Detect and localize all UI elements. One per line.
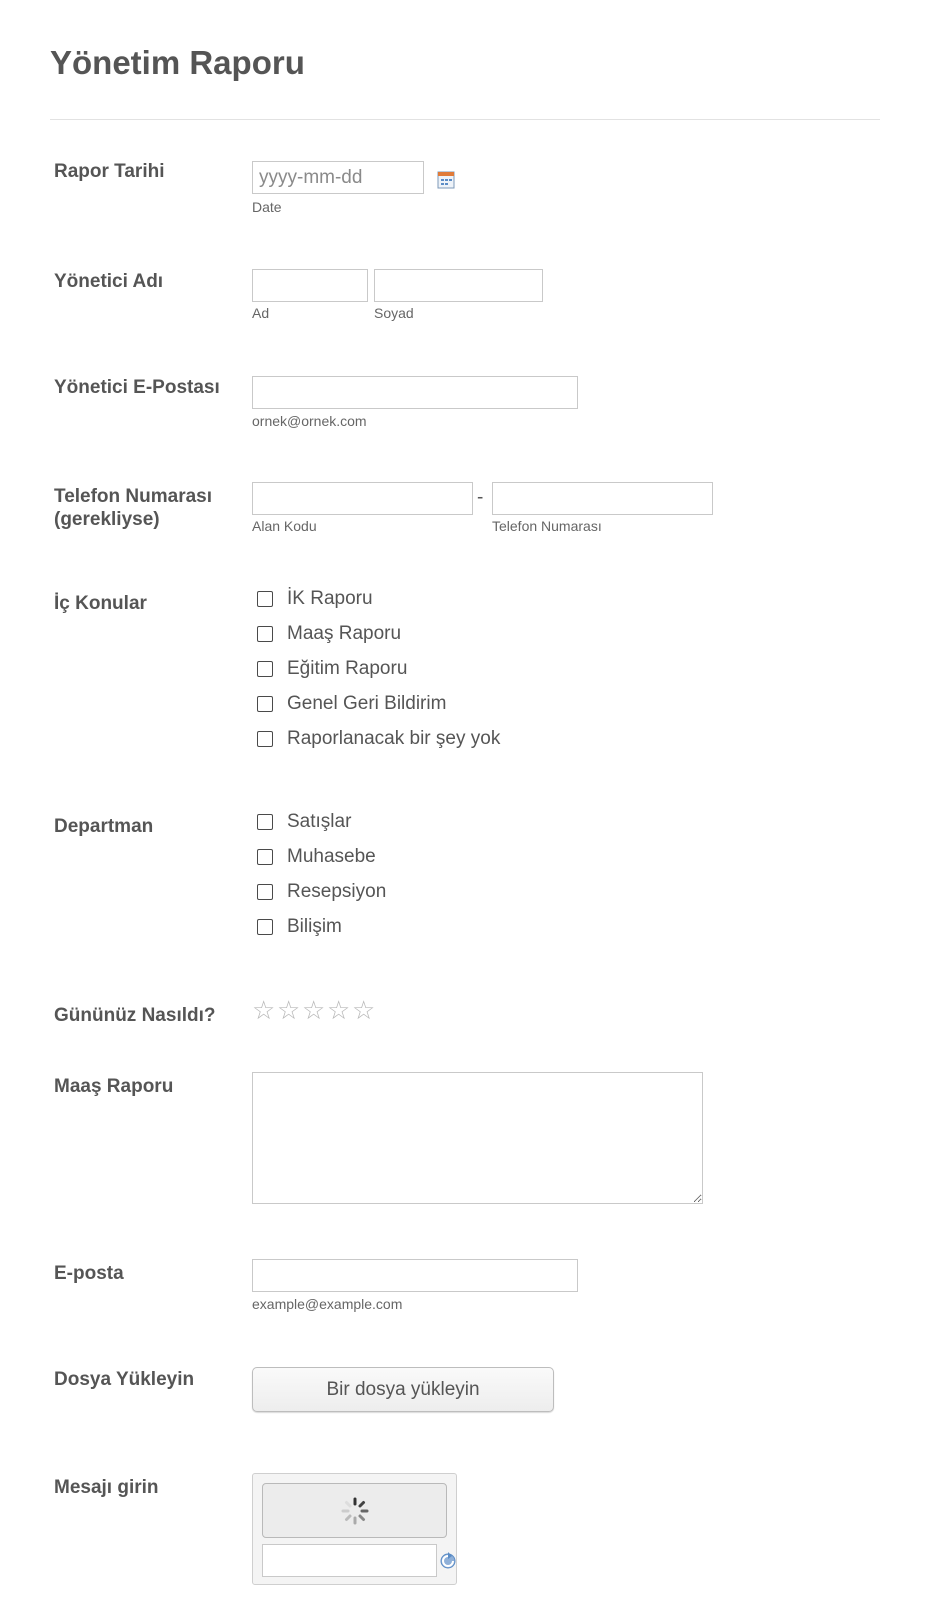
calendar-icon[interactable] [437, 171, 455, 189]
manager-first-name-input[interactable] [252, 269, 368, 302]
phone-number-sublabel: Telefon Numarası [492, 518, 602, 534]
checkbox[interactable] [257, 591, 273, 607]
manager-name-label: Yönetici Adı [54, 271, 164, 292]
star-icon[interactable]: ☆ [252, 995, 276, 1025]
internal-topics-label: İç Konular [54, 593, 147, 614]
phone-area-code-input[interactable] [252, 482, 473, 515]
title-divider [50, 119, 880, 120]
department-label: Departman [54, 816, 154, 837]
checkbox[interactable] [257, 626, 273, 642]
salary-report-label: Maaş Raporu [54, 1076, 174, 1097]
phone-label: Telefon Numarası (gerekliyse) [54, 486, 213, 530]
internal-topic-option[interactable]: Raporlanacak bir şey yok [257, 727, 500, 751]
captcha-input[interactable] [262, 1544, 437, 1577]
star-icon[interactable]: ☆ [277, 995, 301, 1025]
checkbox[interactable] [257, 919, 273, 935]
report-date-sublabel: Date [252, 199, 282, 215]
checkbox[interactable] [257, 814, 273, 830]
form-title: Yönetim Raporu [50, 44, 305, 81]
department-option[interactable]: Resepsiyon [257, 880, 386, 904]
department-option[interactable]: Muhasebe [257, 845, 376, 869]
checkbox[interactable] [257, 884, 273, 900]
checkbox[interactable] [257, 849, 273, 865]
report-date-label: Rapor Tarihi [54, 161, 165, 182]
file-upload-button[interactable]: Bir dosya yükleyin [252, 1367, 554, 1412]
day-rating-label: Gününüz Nasıldı? [54, 1005, 216, 1026]
star-icon[interactable]: ☆ [302, 995, 326, 1025]
captcha-label: Mesajı girin [54, 1477, 159, 1498]
internal-topic-option[interactable]: Genel Geri Bildirim [257, 692, 446, 716]
manager-last-name-input[interactable] [374, 269, 543, 302]
department-option[interactable]: Satışlar [257, 810, 351, 834]
file-upload-label: Dosya Yükleyin [54, 1369, 195, 1390]
star-icon[interactable]: ☆ [352, 995, 376, 1025]
checkbox[interactable] [257, 731, 273, 747]
email-label: E-posta [54, 1263, 124, 1284]
internal-topic-option[interactable]: İK Raporu [257, 587, 373, 611]
salary-report-textarea[interactable] [252, 1072, 703, 1204]
star-icon[interactable]: ☆ [327, 995, 351, 1025]
internal-topic-option[interactable]: Eğitim Raporu [257, 657, 407, 681]
captcha-widget [252, 1473, 457, 1585]
phone-separator: - [477, 487, 484, 508]
manager-email-input[interactable] [252, 376, 578, 409]
checkbox[interactable] [257, 696, 273, 712]
email-sublabel: example@example.com [252, 1296, 403, 1312]
loading-spinner-icon [340, 1496, 370, 1526]
manager-email-label: Yönetici E-Postası [54, 377, 220, 398]
internal-topic-option[interactable]: Maaş Raporu [257, 622, 401, 646]
manager-first-name-sublabel: Ad [252, 305, 270, 321]
star-rating[interactable] [252, 997, 377, 1023]
phone-number-input[interactable] [492, 482, 713, 515]
manager-last-name-sublabel: Soyad [374, 305, 414, 321]
checkbox[interactable] [257, 661, 273, 677]
email-input[interactable] [252, 1259, 578, 1292]
manager-email-sublabel: ornek@ornek.com [252, 413, 367, 429]
department-option[interactable]: Bilişim [257, 915, 342, 939]
captcha-image [262, 1483, 447, 1538]
refresh-icon[interactable] [439, 1550, 457, 1570]
report-date-input[interactable] [252, 161, 424, 194]
phone-area-code-sublabel: Alan Kodu [252, 518, 317, 534]
